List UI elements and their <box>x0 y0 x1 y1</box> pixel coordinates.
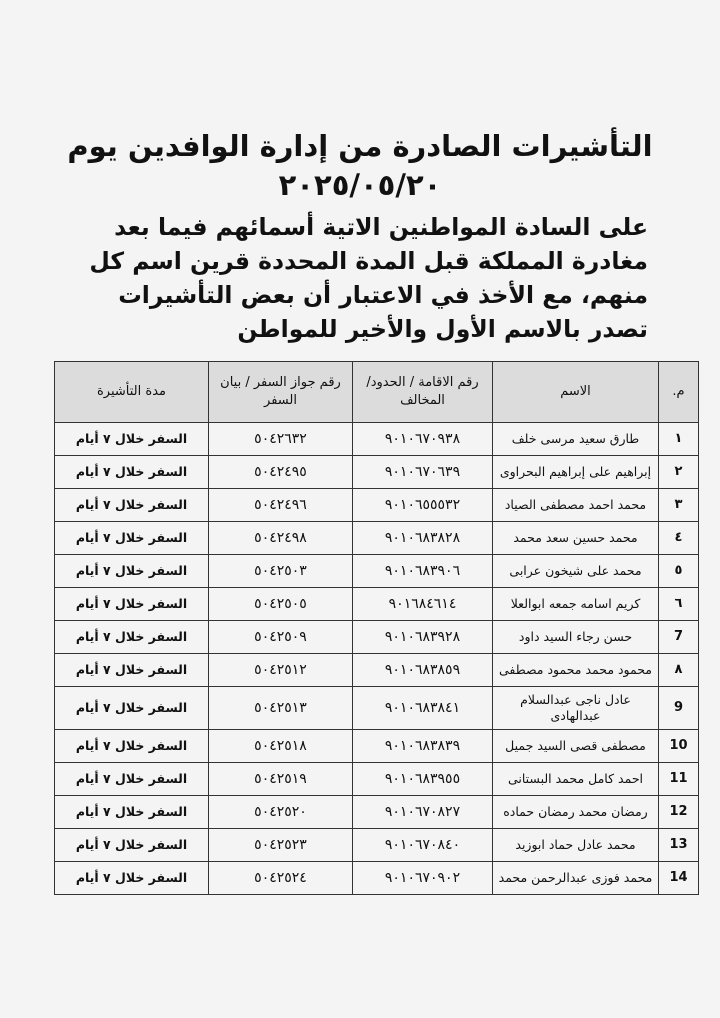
residence-number: ٩٠١٠٦٧٠٨٤٠ <box>353 829 493 862</box>
table-row <box>55 730 699 763</box>
row-number: ٤ <box>659 522 699 555</box>
passport-number: ٥٠٤٢٥٢٤ <box>209 862 353 895</box>
header-number: م. <box>659 362 699 423</box>
visa-duration: السفر خلال ٧ أيام <box>55 687 209 730</box>
person-name: محمود محمد محمود مصطفى <box>493 654 659 687</box>
passport-number: ٥٠٤٢٥٠٥ <box>209 588 353 621</box>
visa-duration: السفر خلال ٧ أيام <box>55 829 209 862</box>
row-number: ٦ <box>659 588 699 621</box>
row-number: 14 <box>659 862 699 895</box>
visa-duration: السفر خلال ٧ أيام <box>55 654 209 687</box>
visa-duration: السفر خلال ٧ أيام <box>55 621 209 654</box>
passport-number: ٥٠٤٢٥٢٣ <box>209 829 353 862</box>
residence-number: ٩٠١٠٦٧٠٨٢٧ <box>353 796 493 829</box>
header-duration: مدة التأشيرة <box>55 362 209 423</box>
table-row <box>55 763 699 796</box>
document-title: التأشيرات الصادرة من إدارة الوافدين يوم <box>67 129 653 163</box>
header-residence: رقم الاقامة / الحدود/ المخالف <box>353 362 493 423</box>
table-row <box>55 654 699 687</box>
table-row <box>55 456 699 489</box>
person-name: احمد كامل محمد البستانى <box>493 763 659 796</box>
residence-number: ٩٠١٠٦٨٣٩٠٦ <box>353 555 493 588</box>
row-number: 9 <box>659 687 699 730</box>
residence-number: ٩٠١٠٦٨٣٨٤١ <box>353 687 493 730</box>
visa-duration: السفر خلال ٧ أيام <box>55 796 209 829</box>
table-row <box>55 829 699 862</box>
row-number: ٢ <box>659 456 699 489</box>
table-row <box>55 621 699 654</box>
row-number: ٥ <box>659 555 699 588</box>
row-number: 13 <box>659 829 699 862</box>
passport-number: ٥٠٤٢٥١٨ <box>209 730 353 763</box>
residence-number: ٩٠١٠٦٧٠٦٣٩ <box>353 456 493 489</box>
row-number: ١ <box>659 423 699 456</box>
header-passport: رقم جواز السفر / بيان السفر <box>209 362 353 423</box>
residence-number: ٩٠١٠٦٨٣٨٥٩ <box>353 654 493 687</box>
visa-duration: السفر خلال ٧ أيام <box>55 862 209 895</box>
intro-paragraph: على السادة المواطنين الاتية أسمائهم فيما بعد مغادرة المملكة قبل المدة المحددة قرين اسم كل منهم، مع الأخذ في الاعتبار أن بعض التأشيرات تصدر بالاسم الأول والأخير للمواطن <box>89 213 648 343</box>
passport-number: ٥٠٤٢٤٩٦ <box>209 489 353 522</box>
person-name: مصطفى قصى السيد جميل <box>493 730 659 763</box>
passport-number: ٥٠٤٢٤٩٥ <box>209 456 353 489</box>
table-row <box>55 522 699 555</box>
person-name: حسن رجاء السيد داود <box>493 621 659 654</box>
table-row <box>55 423 699 456</box>
person-name: كريم اسامه جمعه ابوالعلا <box>493 588 659 621</box>
visa-duration: السفر خلال ٧ أيام <box>55 555 209 588</box>
document-date: ٢٠٢٥/٠٥/٢٠ <box>278 168 442 202</box>
table-row <box>55 555 699 588</box>
row-number: 11 <box>659 763 699 796</box>
passport-number: ٥٠٤٢٥١٢ <box>209 654 353 687</box>
visa-duration: السفر خلال ٧ أيام <box>55 489 209 522</box>
passport-number: ٥٠٤٢٥٠٣ <box>209 555 353 588</box>
person-name: محمد حسين سعد محمد <box>493 522 659 555</box>
residence-number: ٩٠١٠٦٨٣٨٣٩ <box>353 730 493 763</box>
passport-number: ٥٠٤٢٥١٣ <box>209 687 353 730</box>
person-name: محمد فوزى عبدالرحمن محمد <box>493 862 659 895</box>
table-row <box>55 687 699 730</box>
table-row <box>55 489 699 522</box>
residence-number: ٩٠١٠٦٥٥٥٣٢ <box>353 489 493 522</box>
person-name: عادل ناجى عبدالسلام عبدالهادى <box>493 687 659 730</box>
residence-number: ٩٠١٠٦٧٠٩٠٢ <box>353 862 493 895</box>
passport-number: ٥٠٤٢٥٠٩ <box>209 621 353 654</box>
residence-number: ٩٠١٠٦٧٠٩٣٨ <box>353 423 493 456</box>
passport-number: ٥٠٤٢٦٣٢ <box>209 423 353 456</box>
residence-number: ٩٠١٠٦٨٣٩٢٨ <box>353 621 493 654</box>
residence-number: ٩٠١٦٨٤٦١٤ <box>353 588 493 621</box>
table-row <box>55 862 699 895</box>
visa-duration: السفر خلال ٧ أيام <box>55 763 209 796</box>
person-name: محمد احمد مصطفى الصياد <box>493 489 659 522</box>
person-name: رمضان محمد رمضان حماده <box>493 796 659 829</box>
row-number: 7 <box>659 621 699 654</box>
row-number: 12 <box>659 796 699 829</box>
row-number: ٣ <box>659 489 699 522</box>
passport-number: ٥٠٤٢٤٩٨ <box>209 522 353 555</box>
visa-duration: السفر خلال ٧ أيام <box>55 423 209 456</box>
visa-table <box>54 361 699 895</box>
visa-duration: السفر خلال ٧ أيام <box>55 730 209 763</box>
person-name: إبراهيم على إبراهيم البحراوى <box>493 456 659 489</box>
table-row <box>55 588 699 621</box>
person-name: طارق سعيد مرسى خلف <box>493 423 659 456</box>
person-name: محمد عادل حماد ابوزيد <box>493 829 659 862</box>
header-name: الاسم <box>493 362 659 423</box>
passport-number: ٥٠٤٢٥٢٠ <box>209 796 353 829</box>
residence-number: ٩٠١٠٦٨٣٨٢٨ <box>353 522 493 555</box>
visa-duration: السفر خلال ٧ أيام <box>55 456 209 489</box>
person-name: محمد على شيخون عرابى <box>493 555 659 588</box>
passport-number: ٥٠٤٢٥١٩ <box>209 763 353 796</box>
table-row <box>55 796 699 829</box>
row-number: ٨ <box>659 654 699 687</box>
visa-duration: السفر خلال ٧ أيام <box>55 588 209 621</box>
row-number: 10 <box>659 730 699 763</box>
visa-duration: السفر خلال ٧ أيام <box>55 522 209 555</box>
table-header-row <box>55 362 699 423</box>
residence-number: ٩٠١٠٦٨٣٩٥٥ <box>353 763 493 796</box>
